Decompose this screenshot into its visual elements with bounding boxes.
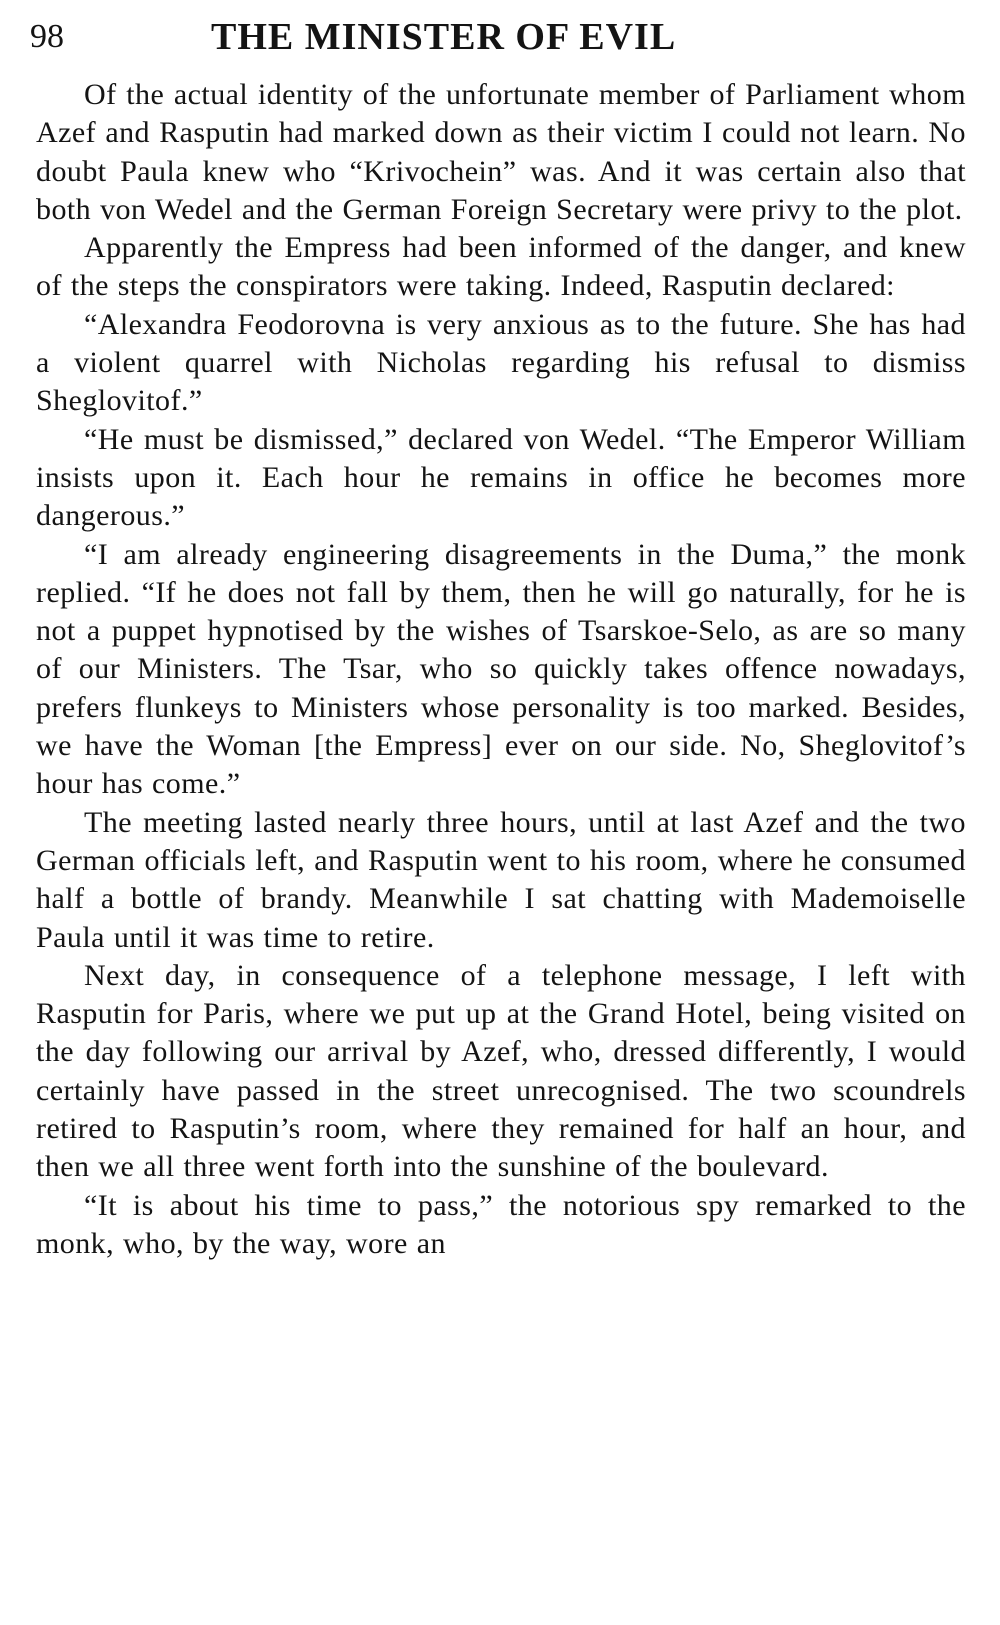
paragraph: “It is about his time to pass,” the notorious spy remarked to the monk, who, by the way, wore an bbox=[36, 1188, 966, 1260]
paragraph: “I am already engineering disagreements in the Duma,” the monk replied. “If he does not fall by them, then he will go naturally, for he is not a puppet hypnotised by the wishes of Tsarskoe-Selo, as are so many of our Ministers. The Tsar, who so quickly takes offence nowadays, prefers flunkeys to Ministers whose personality is too marked. Besides, we have the Woman [the Empress] ever on our side. No, Sheglovitof’s hour has come.” bbox=[36, 537, 966, 801]
paragraph: The meeting lasted nearly three hours, until at last Azef and the two German officials left, and Rasputin went to his room, where he consumed half a bottle of brandy. Meanwhile I sat chatting with Mademoiselle Paula until it was time to retire. bbox=[36, 805, 966, 954]
paragraph: “Alexandra Feodorovna is very anxious as to the future. She has had a violent quarrel with Nicholas regarding his refusal to dismiss Sheglovitof.” bbox=[36, 307, 966, 418]
running-title: THE MINISTER OF EVIL bbox=[211, 16, 677, 58]
paragraph: Next day, in consequence of a telephone message, I left with Rasputin for Paris, where we put up at the Grand Hotel, being visited on the day following our arrival by Azef, who, dressed differently, I would certainly have passed in the street unrecognised. The two scoundrels retired to Rasputin’s room, where they remained for half an hour, and then we all three went forth into the sunshine of the boulevard. bbox=[36, 958, 966, 1184]
paragraph: Apparently the Empress had been informed of the danger, and knew of the steps the conspirators were taking. Indeed, Rasputin declared: bbox=[36, 231, 966, 303]
paragraph: Of the actual identity of the unfortunate member of Parliament whom Azef and Rasputin had marked down as their victim I could not learn. No doubt Paula knew who “Krivochein” was. And it was certain also that both von Wedel and the German Foreign Secretary were privy to the plot. bbox=[36, 78, 966, 226]
paragraph: “He must be dismissed,” declared von Wedel. “The Emperor William insists upon it. Each hour he remains in office he becomes more dangerous.” bbox=[36, 422, 966, 533]
body-text bbox=[36, 76, 966, 1263]
book-page bbox=[30, 16, 966, 1263]
page-number: 98 bbox=[30, 18, 64, 55]
page-header bbox=[30, 16, 966, 68]
